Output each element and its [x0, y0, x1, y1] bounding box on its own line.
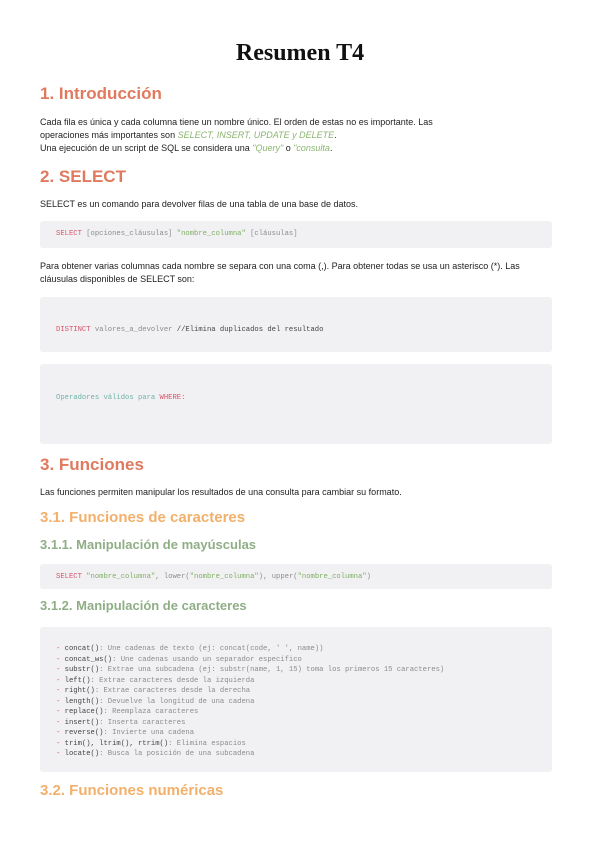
code-keyword: SELECT	[56, 573, 82, 581]
code-keyword: SELECT	[56, 230, 82, 238]
code-line	[56, 749, 552, 760]
list-bullet: -	[56, 655, 65, 664]
code-line	[56, 718, 552, 729]
list-bullet: -	[56, 718, 65, 727]
list-bullet: -	[56, 697, 65, 706]
list-bullet: -	[56, 739, 65, 748]
code-string: "nombre_columna"	[81, 573, 156, 581]
intro-paragraph	[40, 116, 560, 155]
list-bullet: -	[56, 666, 65, 674]
code-line	[56, 655, 552, 666]
heading-manipulacion-caracteres: 3.1.2. Manipulación de caracteres	[40, 598, 247, 613]
code-function-name: replace()	[64, 708, 104, 716]
code-string: "nombre_columna"	[189, 573, 259, 581]
intro-ops-highlight: SELECT, INSERT, UPDATE y DELETE	[177, 130, 335, 140]
code-line	[56, 697, 552, 708]
code-string: "nombre_columna"	[297, 573, 367, 581]
code-block-where-operators	[40, 364, 552, 444]
list-bullet: -	[56, 708, 65, 716]
code-block-select-clauses	[40, 297, 552, 352]
heading-funciones-caracteres: 3.1. Funciones de caracteres	[40, 509, 246, 526]
code-function-name: concat_ws()	[64, 655, 113, 664]
code-function-name: trim(), ltrim(), rtrim()	[64, 739, 169, 748]
code-line	[56, 644, 552, 655]
code-line	[56, 676, 552, 687]
document-title: Resumen T4	[235, 40, 365, 66]
code-text: , lower(	[155, 573, 190, 581]
select-text-2a: Para obtener varias columnas cada nombre se separa con una coma (,). Para obtener todas se usa un asterisco (*). Las	[40, 261, 520, 271]
heading-funciones-numericas: 3.2. Funciones numéricas	[40, 782, 224, 799]
code-keyword: WHERE:	[159, 394, 186, 402]
list-bullet: -	[56, 645, 65, 653]
code-line	[56, 707, 552, 718]
code-line-blank	[56, 425, 552, 436]
list-bullet: -	[56, 750, 65, 758]
heading-funciones: 3. Funciones	[40, 455, 144, 474]
code-comment: Operadores válidos para	[56, 394, 160, 402]
code-function-name: left()	[64, 676, 91, 685]
code-description: : Extrae caracteres desde la derecha	[94, 687, 251, 695]
code-text: valores_a_devolver	[90, 326, 177, 334]
code-description: : Une cadenas de texto (ej: concat(code, ' ', name))	[99, 645, 324, 653]
code-line	[56, 739, 552, 750]
code-description: : Extrae una subcadena (ej: substr(name, 1, 15) toma los primeros 15 caracteres)	[99, 666, 445, 674]
intro-text-1a: Cada fila es única y cada columna tiene un nombre único. El orden de estas no es importante. Las	[40, 117, 433, 127]
intro-query-highlight: "Query"	[252, 143, 284, 153]
intro-consulta-highlight: "consulta	[293, 143, 330, 153]
intro-text-2-end: .	[329, 143, 333, 153]
code-line	[56, 393, 552, 404]
code-function-name: right()	[64, 687, 95, 695]
code-comment: //Elimina duplicados del resultado	[176, 326, 324, 334]
code-function-name: substr()	[64, 666, 100, 674]
select-paragraph-2	[40, 260, 560, 286]
code-description: : Elimina espacios	[168, 739, 246, 748]
heading-manipulacion-mayusculas: 3.1.1. Manipulación de mayúsculas	[40, 537, 257, 552]
code-function-name: concat()	[64, 645, 100, 653]
list-bullet: -	[56, 687, 65, 695]
funciones-paragraph: Las funciones permiten manipular los resultados de una consulta para cambiar su formato.	[40, 487, 402, 497]
code-line	[56, 728, 552, 739]
intro-text-1b: operaciones más importantes son	[40, 130, 178, 140]
code-description: : Une cadenas usando un separador específico	[112, 655, 302, 664]
code-description: : Invierte una cadena	[103, 729, 195, 737]
code-description: : Devuelve la longitud de una cadena	[99, 697, 255, 706]
select-paragraph-1: SELECT es un comando para devolver filas de una tabla de una base de datos.	[40, 199, 359, 209]
heading-introduccion: 1. Introducción	[40, 84, 162, 103]
code-description: : Busca la posición de una subcadena	[99, 750, 255, 758]
intro-text-2-o: o	[283, 143, 294, 153]
code-description: : Inserta caracteres	[99, 718, 186, 727]
code-text: ), upper(	[258, 573, 298, 581]
code-function-name: length()	[64, 697, 100, 706]
code-block-select-syntax	[40, 221, 552, 248]
code-block-string-functions	[40, 627, 552, 772]
intro-text-2a: Una ejecución de un script de SQL se considera una	[40, 143, 253, 153]
select-text-2b: cláusulas disponibles de SELECT son:	[40, 274, 195, 284]
code-text: )	[366, 573, 371, 581]
code-string: "nombre_columna"	[176, 230, 246, 238]
code-line	[56, 325, 552, 336]
intro-text-1-end: .	[334, 130, 337, 140]
list-bullet: -	[56, 676, 65, 685]
list-bullet: -	[56, 729, 65, 737]
code-description: : Reemplaza caracteres	[103, 708, 199, 716]
code-function-name: reverse()	[64, 729, 104, 737]
code-line	[56, 665, 552, 676]
code-keyword: DISTINCT	[56, 326, 91, 334]
code-line	[56, 686, 552, 697]
code-description: : Extrae caracteres desde la izquierda	[90, 676, 255, 685]
code-text: [opciones_cláusulas]	[81, 230, 177, 238]
heading-select: 2. SELECT	[40, 167, 126, 186]
code-function-name: insert()	[64, 718, 100, 727]
code-text: [cláusulas]	[245, 230, 298, 238]
code-block-lower-upper	[40, 564, 552, 589]
code-function-name: locate()	[64, 750, 100, 758]
